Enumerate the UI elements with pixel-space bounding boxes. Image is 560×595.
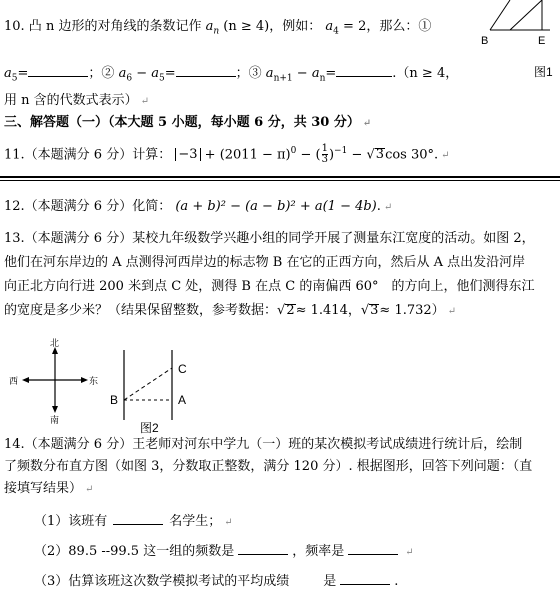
q10-eq-b: =	[164, 66, 176, 81]
q10-eq2: = 2，那么：①	[343, 19, 432, 34]
figure-1	[480, 0, 560, 80]
q14-sub1-end: 名学生；	[169, 514, 222, 529]
return-mark-icon: ↵	[362, 118, 372, 129]
q10-blank-2[interactable]	[176, 62, 236, 77]
compass-south-label: 南	[50, 415, 60, 425]
figure-2	[0, 335, 240, 435]
fig1-caption: 图1	[534, 65, 553, 79]
q14-line3	[4, 480, 93, 499]
fig1-line-left	[490, 0, 510, 30]
q14-sub3-end: .	[394, 574, 399, 589]
q10-part3: ；③	[235, 66, 262, 81]
q10-subn1: n+1	[273, 73, 293, 84]
return-mark-icon: ↵	[447, 306, 457, 317]
point-a-label: A	[178, 393, 187, 407]
q14-sub1-text: （1）该班有	[34, 514, 108, 529]
q12-expression: (a + b)² − (a − b)² + a(1 − 4b)	[175, 199, 377, 214]
compass-west-label: 西	[9, 376, 19, 386]
q14-sub3-is: 是	[323, 574, 337, 589]
q11-prefix: 11.（本题满分 6 分）计算：	[4, 147, 172, 163]
q10-sub4: 4	[333, 26, 339, 37]
q10-a4: a	[325, 19, 334, 34]
q10-a6: a	[118, 66, 127, 81]
q13-approx1: ≈ 1.414，	[295, 303, 361, 318]
q10-an1: a	[265, 66, 274, 81]
compass-south-arrow-icon	[52, 406, 58, 413]
section3-title	[4, 114, 371, 133]
q10-eq-c: =	[325, 66, 337, 81]
q11-abs: −3	[175, 148, 200, 161]
q11-plus: + (2011 − π)	[200, 147, 291, 163]
q13-line2	[4, 254, 525, 272]
q10-sub6: 6	[126, 73, 133, 84]
q14-blank-average[interactable]	[340, 570, 390, 585]
q13-sqrt2: 2	[286, 303, 295, 318]
q13-text-3: 向正北方向行进 200 米到点 C 处，测得 B 在点 C 的南偏西 60° 的方向上，他们测得东江	[4, 279, 535, 294]
q14-sub3-text: （3）估算该班这次数学模拟考试的平均成绩	[34, 574, 290, 589]
q10-minus-2: −	[292, 66, 312, 81]
q10-line1	[4, 18, 431, 41]
fig2-caption: 图2	[140, 421, 159, 435]
q11-fraction	[322, 144, 328, 165]
compass-north-arrow-icon	[52, 347, 58, 354]
q14-text-3: 接填写结果）	[4, 481, 83, 496]
q11-cos: cos 30°	[385, 147, 435, 163]
point-b-label: B	[110, 393, 119, 407]
q12-end: .	[376, 199, 381, 214]
q12-line	[4, 198, 392, 217]
q14-blank-rate[interactable]	[348, 540, 398, 555]
q10-sub-n: n	[213, 26, 220, 37]
q10-line3	[4, 92, 149, 111]
q14-line1	[4, 436, 522, 454]
q13-approx2: ≈ 1.732）	[379, 303, 445, 318]
q10-eq: =	[17, 66, 29, 81]
q14-sub2-text: （2）89.5 --99.5 这一组的频数是	[34, 544, 235, 559]
fig1-line-diag	[510, 0, 542, 30]
fig1-point-e: E	[538, 35, 546, 47]
q11-sqrt3: 3	[375, 147, 385, 163]
q13-line4: 的宽度是多少米？（结果保留整数，参考数据：√2≈ 1.414，√3≈ 1.732） ↵	[4, 303, 457, 318]
q14-blank-students[interactable]	[113, 510, 163, 525]
q10-a5: a	[4, 66, 12, 81]
q11-frac-num: 1	[321, 143, 328, 155]
q11-minus2: −	[347, 147, 367, 163]
return-mark-icon: ↵	[140, 96, 150, 107]
q10-condition: (n ≥ 4)	[223, 19, 270, 34]
return-mark-icon: ↵	[383, 202, 393, 213]
q14-blank-frequency[interactable]	[238, 540, 288, 555]
q14-sub2-rate: ，频率是	[292, 544, 345, 559]
q10-minus: −	[132, 66, 152, 81]
q10-subnb: n	[319, 73, 326, 84]
return-mark-icon: ↵	[85, 484, 94, 495]
q10-line2	[4, 62, 458, 88]
q14-line2	[4, 458, 532, 476]
q10-tail: .（n ≥ 4，	[392, 66, 459, 81]
q10-text: 10. 凸 n 边形的对角线的条数记作	[4, 19, 202, 34]
q10-a5b: a	[151, 66, 159, 81]
q12-prefix: 12.（本题满分 6 分）化简：	[4, 199, 172, 214]
q10-example: ，例如：	[269, 19, 322, 34]
q10-blank-1[interactable]	[28, 62, 88, 77]
q14-sub1	[34, 510, 233, 532]
return-mark-icon: ↵	[441, 150, 450, 162]
q13-text-1: 13.（本题满分 6 分）某校九年级数学兴趣小组的同学开展了测量东江宽度的活动。如图 2，	[4, 231, 535, 246]
return-mark-icon: ↵	[405, 547, 414, 558]
q11-minus1: − (	[296, 147, 321, 163]
q14-text-2: 了频数分布直方图（如图 3，分数取正整数，满分 120 分）. 根据图形，回答下列问题：（直	[4, 459, 533, 474]
q13-line1	[4, 230, 535, 248]
q10-blank-3[interactable]	[336, 62, 392, 77]
q10-part2: ；②	[88, 66, 115, 81]
fig1-point-b: B	[481, 35, 489, 47]
q10-note: 用 n 含的代数式表示）	[4, 93, 138, 108]
q10-sub5b: 5	[159, 73, 165, 84]
q11-frac-den: 3	[321, 154, 328, 166]
q11-paren: )	[328, 147, 335, 163]
q10-a-n: a	[205, 19, 214, 34]
q10-sub5: 5	[11, 73, 18, 84]
compass-west-arrow-icon	[22, 377, 29, 383]
q13-line3	[4, 278, 535, 296]
q14-text-1: 14.（本题满分 6 分）王老师对河东中学九（一）班的某次模拟考试成绩进行统计后，绘制	[4, 437, 523, 452]
q13-text-4: 的宽度是多少米？（结果保留整数，参考数据：	[4, 303, 278, 318]
q13-text-2: 他们在河东岸边的 A 点测得河西岸边的标志物 B 在它的正西方向，然后从 A 点出发沿河岸	[4, 255, 526, 270]
q13-sqrt3: 3	[370, 303, 379, 318]
q14-sub3	[34, 570, 398, 591]
q11-exp0: 0	[290, 146, 297, 156]
point-c-label: C	[178, 362, 187, 376]
line-bc	[124, 368, 172, 400]
q11-end: .	[434, 147, 439, 163]
q10-anb: a	[311, 66, 320, 81]
q14-sub2	[34, 540, 414, 562]
compass-north-label: 北	[50, 338, 60, 348]
q11-line: 11.（本题满分 6 分）计算： $-3 + (2011 - \pi)^0$ − ( $\frac{1}{3}$ )$^{-1}$ − √3cos 30°. ↵	[4, 143, 450, 166]
compass-east-label: 东	[89, 376, 99, 386]
section3-title-text: 三、解答题（一）（本大题 5 小题，每小题 6 分，共 30 分）	[4, 115, 360, 130]
return-mark-icon: ↵	[224, 517, 233, 528]
page-separator	[0, 176, 560, 178]
page-separator-thin	[0, 180, 560, 181]
compass-east-arrow-icon	[81, 377, 88, 383]
q11-exp-neg1: −1	[334, 146, 348, 156]
